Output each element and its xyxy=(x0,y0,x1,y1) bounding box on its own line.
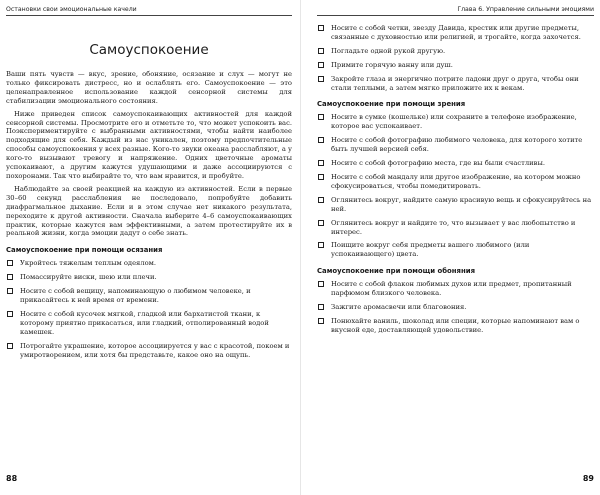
checklist-item-text: Помассируйте виски, шею или плечи. xyxy=(20,273,157,282)
checkbox-icon[interactable] xyxy=(318,160,324,166)
checklist-item-text: Закройте глаза и энергично потрите ладони друг о друга, чтобы они стали теплыми, а затем мягко приложите их к векам. xyxy=(331,74,579,92)
checkbox-icon[interactable] xyxy=(318,137,324,143)
right-page xyxy=(300,0,600,495)
checklist-item xyxy=(6,259,292,268)
smell-checklist xyxy=(317,280,594,335)
checklist-item xyxy=(317,24,594,42)
section-heading-vision: Самоуспокоение при помощи зрения xyxy=(317,100,466,109)
checklist-item xyxy=(6,273,292,282)
checkbox-icon[interactable] xyxy=(318,48,324,54)
checklist-item xyxy=(317,219,594,237)
checklist-item xyxy=(317,241,594,259)
checkbox-icon[interactable] xyxy=(318,76,324,82)
left-running-head: Остановки свои эмоциональные качели xyxy=(6,6,292,16)
right-running-head: Глава 6. Управление сильными эмоциями xyxy=(317,6,594,16)
checkbox-icon[interactable] xyxy=(318,197,324,203)
checkbox-icon[interactable] xyxy=(318,304,324,310)
checklist-item xyxy=(317,61,594,70)
checklist-item xyxy=(317,113,594,131)
checkbox-icon[interactable] xyxy=(7,288,13,294)
page-number-left: 88 xyxy=(6,474,18,483)
checklist-item-text: Носите с собой мандалу или другое изображение, на котором можно сфокусироваться, чтобы помедитировать. xyxy=(331,172,581,190)
checklist-item xyxy=(317,136,594,154)
checklist-item-text: Потрогайте украшение, которое ассоциируется у вас с красотой, покоем и умиротворением, или хотя бы представьте, какое оно на ощупь. xyxy=(20,341,290,359)
checklist-item xyxy=(317,47,594,56)
page-number-right: 89 xyxy=(582,474,594,483)
left-content xyxy=(6,26,292,364)
checklist-item-text: Примите горячую ванну или душ. xyxy=(331,60,453,69)
section-title: Самоуспокоение xyxy=(89,42,209,58)
checkbox-icon[interactable] xyxy=(318,220,324,226)
checklist-item xyxy=(317,159,594,168)
checklist-item xyxy=(317,173,594,191)
checkbox-icon[interactable] xyxy=(7,311,13,317)
section-heading-touch: Самоуспокоение при помощи осязания xyxy=(6,246,163,255)
checklist-item-text: Носите в сумке (кошельке) или сохраните в телефоне изображение, которое вас успокаивает. xyxy=(331,113,577,131)
checklist-item xyxy=(6,287,292,305)
checklist-item-text: Носите с собой фотографию любимого человека, для которого хотите быть лучшей версией себя. xyxy=(331,136,583,154)
touch-checklist xyxy=(6,259,292,359)
checkbox-icon[interactable] xyxy=(318,174,324,180)
intro-paragraph: Ваши пять чувств — вкус, зрение, обоняние, осязание и слух — могут не только фиксировать дистресс, но и ослаблять его. Самоуспокоение — это целенаправленное использование каждой сенсорной системы для стабилизации эмоционального состояния. xyxy=(6,70,292,105)
checklist-item-text: Носите с собой флакон любимых духов или предмет, пропитанный парфюмом близкого человека. xyxy=(331,280,572,298)
checklist-item xyxy=(317,280,594,298)
touch-checklist-continued xyxy=(317,24,594,92)
checkbox-icon[interactable] xyxy=(318,242,324,248)
checklist-item-text: Укройтесь тяжелым теплым одеялом. xyxy=(20,259,157,268)
checklist-item-text: Погладьте одной рукой другую. xyxy=(331,46,446,55)
checkbox-icon[interactable] xyxy=(318,114,324,120)
checklist-item-text: Носите с собой четки, звезду Давида, крестик или другие предметы, связанные с духовностью или религией, и трогайте, когда захочется. xyxy=(331,24,581,41)
checklist-item-text: Поищите вокруг себя предметы вашего любимого (или успокаивающего) цвета. xyxy=(331,241,530,259)
right-content xyxy=(317,24,594,340)
checklist-item-text: Зажгите аромасвечи или благовония. xyxy=(331,303,467,312)
checklist-item xyxy=(6,310,292,337)
checkbox-icon[interactable] xyxy=(318,318,324,324)
checklist-item-text: Носите с собой вещицу, напоминающую о любимом человеке, и прикасайтесь к ней время от времени. xyxy=(20,287,251,305)
body-paragraph: Наблюдайте за своей реакцией на каждую из активностей. Если в первые 30–60 секунд расслабления не последовало, попробуйте добавить диафрагмальное дыхание. Если и в этом случае нет никакого результата, переходите к другой активности. Сначала выберите 4–6 самоуспокаивающих практик, которые кажутся вам эффективными, а затем протестируйте их в реальной жизни, когда эмоции дадут о себе знать. xyxy=(6,184,292,238)
checkbox-icon[interactable] xyxy=(318,281,324,287)
checkbox-icon[interactable] xyxy=(7,343,13,349)
checklist-item xyxy=(317,196,594,214)
checklist-item-text: Понюхайте ваниль, шоколад или специи, которые напоминают вам о вкусной еде, доставляющей удовольствие. xyxy=(331,316,580,334)
checklist-item-text: Оглянитесь вокруг, найдите самую красивую вещь и сфокусируйтесь на ней. xyxy=(331,195,592,213)
checklist-item xyxy=(6,342,292,360)
checklist-item xyxy=(317,317,594,335)
section-heading-smell: Самоуспокоение при помощи обоняния xyxy=(317,267,475,276)
body-paragraph: Ниже приведен список самоуспокаивающих активностей для каждой сенсорной системы. Просмотрите его и отметьте то, что может успокоить вас. Поэкспериментируйте с выбранными активностями, чтобы найти наиболее подходящие для себя. Каждый из нас уникален, поэтому предпочтительные способы самоуспокоения у всех разные. Кого-то звуки океана расслабляют, а у кого-то вызывают тревогу и напряжение. Одних цветочные ароматы успокаивают, а другим кажутся удушающими и даже ассоциируются с похоронами. Так что выбирайте то, что вам нравится, и пробуйте. xyxy=(6,109,292,180)
checklist-item xyxy=(317,75,594,93)
checkbox-icon[interactable] xyxy=(7,274,13,280)
checklist-item-text: Носите с собой фотографию места, где вы были счастливы. xyxy=(331,159,545,168)
checkbox-icon[interactable] xyxy=(318,62,324,68)
checklist-item-text: Носите с собой кусочек мягкой, гладкой или бархатистой ткани, к которому приятно прикасаться, или гладкий, отполированный водой камешек. xyxy=(20,309,269,336)
vision-checklist xyxy=(317,113,594,259)
checkbox-icon[interactable] xyxy=(7,260,13,266)
checklist-item-text: Оглянитесь вокруг и найдите то, что вызывает у вас любопытство и интерес. xyxy=(331,218,576,236)
checklist-item xyxy=(317,303,594,312)
checkbox-icon[interactable] xyxy=(318,25,324,31)
